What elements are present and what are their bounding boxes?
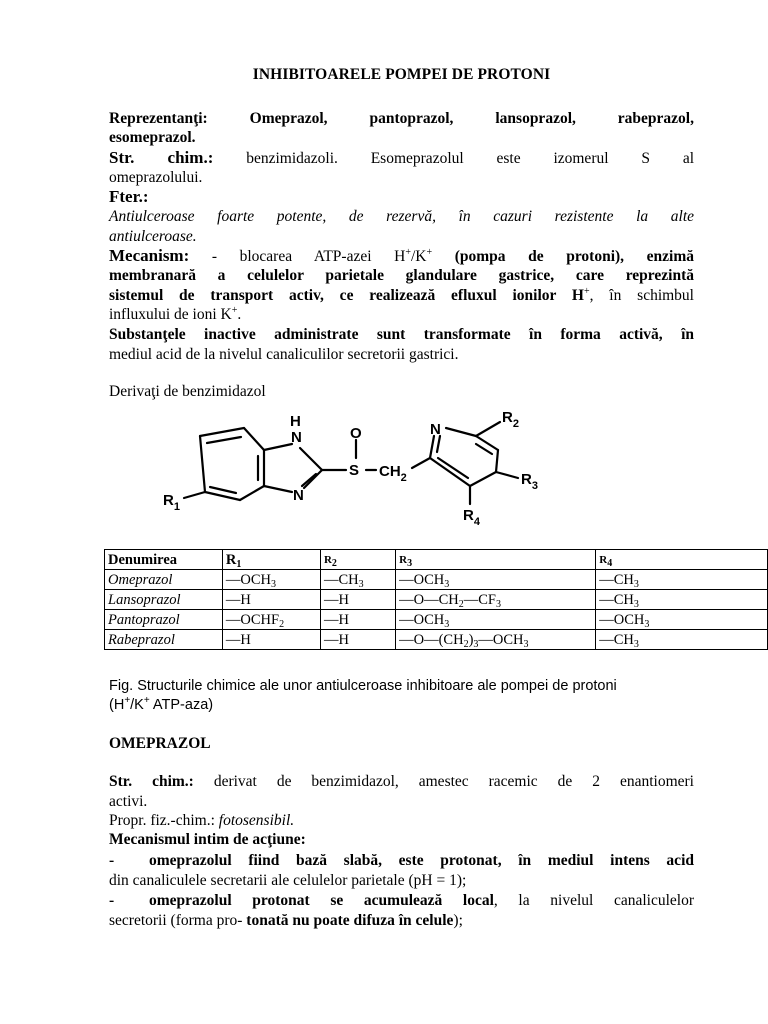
omeprazol-propr-label: Propr. fiz.-chim.: xyxy=(109,812,219,829)
sup-plus-1: + xyxy=(405,247,411,258)
fter-line2 xyxy=(109,227,694,247)
bond xyxy=(476,436,498,450)
header-r3: $R_3$ xyxy=(396,550,596,570)
mecanism-line3 xyxy=(109,286,694,306)
omeprazol-str-text-cont: activi. xyxy=(109,793,148,810)
bullet2-text-cont-c: ); xyxy=(453,912,463,929)
bullet2-text-cont-b: tonată nu poate difuza în celule xyxy=(246,912,454,929)
header-r1: $R_1$ xyxy=(222,550,320,570)
str-chim-line1 xyxy=(109,148,694,169)
table-row xyxy=(105,610,768,630)
substituent-table xyxy=(104,549,768,650)
r2-text: R xyxy=(502,410,513,426)
bond xyxy=(200,436,205,492)
cell-r3: $—O—CH_2—CF_3$ xyxy=(396,590,596,610)
cell-r4: $—CH_3$ xyxy=(596,630,768,650)
cell-r2: —H xyxy=(320,590,395,610)
cell-r1: $—OCH_3$ xyxy=(222,570,320,590)
bullet-dash: - xyxy=(109,852,115,869)
atom-n-bottom: N xyxy=(293,487,304,504)
bullet2-bold: omeprazolul protonat se acumulează local xyxy=(149,892,494,909)
bond xyxy=(200,428,244,436)
omeprazol-mec-label: Mecanismul intim de acţiune: xyxy=(109,831,306,848)
omeprazol-bullet1-line1 xyxy=(109,851,694,871)
bullet2-text: , la nivelul canaliculelor xyxy=(493,892,694,909)
mecanism-line2 xyxy=(109,266,694,286)
double-bond xyxy=(207,437,241,443)
bond xyxy=(430,458,470,486)
r1-text: R xyxy=(163,492,174,509)
bullet-dash: - xyxy=(109,892,115,909)
mecanism-text-2: /K xyxy=(410,248,427,265)
bond xyxy=(446,428,476,436)
cell-name: Omeprazol xyxy=(105,570,223,590)
group-r1 xyxy=(163,492,180,513)
fter-text-a: Antiulceroase foarte potente, de rezervă xyxy=(109,208,433,225)
representanti-label: Reprezentanţi: xyxy=(109,110,208,127)
bond xyxy=(264,486,292,492)
mecanism-text-3: (pompa de protoni), enzimă xyxy=(432,248,694,265)
fter-text-b: , în cazuri rezistente la alte xyxy=(432,208,695,225)
omeprazol-propr-line xyxy=(109,811,694,831)
str-chim-line2 xyxy=(109,168,694,188)
omeprazol-bullet2-line1 xyxy=(109,891,694,911)
table-header-row xyxy=(105,550,768,570)
caption-line2: (H+/K+ ATP-aza) xyxy=(109,695,214,713)
sup-plus-3: + xyxy=(583,286,590,297)
omeprazol-propr-value: fotosensibil. xyxy=(218,812,295,829)
cell-r4: $—CH_3$ xyxy=(596,570,768,590)
cell-r2: —H xyxy=(320,610,395,630)
bond xyxy=(240,486,264,500)
r2-sub: 2 xyxy=(512,418,519,430)
cell-r4: $—OCH_3$ xyxy=(596,610,768,630)
bond xyxy=(264,444,292,450)
representanti-line2 xyxy=(109,128,694,148)
bond xyxy=(304,470,322,488)
group-r4 xyxy=(463,507,481,528)
cell-r3: $—O—(CH_2)_3—OCH_3$ xyxy=(396,630,596,650)
bond xyxy=(184,492,205,498)
atom-h: H xyxy=(290,413,301,430)
fter-heading xyxy=(109,187,694,208)
bond xyxy=(244,428,264,450)
table-row xyxy=(105,570,768,590)
bullet1-text-cont: din canaliculele secretarii ale celulelor parietale (pH = 1); xyxy=(109,872,467,889)
omeprazol-bullet2-line2 xyxy=(109,911,694,931)
caption-line1: Fig. Structurile chimice ale unor antiulceroase inhibitoare ale pompei de protoni xyxy=(109,678,617,694)
cell-name: Rabeprazol xyxy=(105,630,223,650)
substante-line2 xyxy=(109,345,694,365)
figure-caption xyxy=(109,677,694,715)
fter-line1 xyxy=(109,207,694,227)
r4-sub: 4 xyxy=(473,516,480,528)
representanti-list-cont: esomeprazol. xyxy=(109,129,196,146)
bond xyxy=(430,436,434,458)
r1-sub: 1 xyxy=(173,501,180,513)
bond xyxy=(470,472,496,486)
mecanism-label: Mecanism: xyxy=(109,246,190,265)
mecanism-text-line2: membranară a celulelor parietale glandulare gastrice, care reprezintă xyxy=(109,267,694,284)
atom-s: S xyxy=(349,462,360,479)
cell-r2: —H xyxy=(320,630,395,650)
bond xyxy=(476,422,500,436)
sup-plus-4: + xyxy=(231,305,238,316)
substante-text-line1: Substanţele inactive administrate sunt transformate în forma activă, în xyxy=(109,326,694,343)
cell-name: Pantoprazol xyxy=(105,610,223,630)
str-chim-label: Str. chim.: xyxy=(109,148,214,167)
omeprazol-mec-line xyxy=(109,830,694,850)
str-chim-text-cont: omeprazolului. xyxy=(109,169,203,186)
cell-r1: $—OCHF_2$ xyxy=(222,610,320,630)
r3-text: R xyxy=(521,471,532,488)
header-denumirea: Denumirea xyxy=(105,550,223,570)
derivati-heading: Derivaţi de benzimidazol xyxy=(109,383,266,400)
atom-o: O xyxy=(350,425,362,442)
representanti-list: Omeprazol, pantoprazol, lansoprazol, rabeprazol, xyxy=(249,110,694,127)
fter-text-cont: antiulceroase. xyxy=(109,228,197,245)
omeprazol-str-line1 xyxy=(109,772,694,792)
group-r2 xyxy=(502,410,519,430)
cell-r4: $—CH_3$ xyxy=(596,590,768,610)
table-row xyxy=(105,630,768,650)
cell-r2: $—CH_3$ xyxy=(320,570,395,590)
cell-name: Lansoprazol xyxy=(105,590,223,610)
bond xyxy=(300,448,322,470)
mecanism-text-line4a: influxului de ioni K xyxy=(109,306,232,323)
r4-text: R xyxy=(463,507,474,524)
cell-r1: —H xyxy=(222,590,320,610)
mecanism-text-line3b: , în schimbul xyxy=(589,287,694,304)
ch2-sub: 2 xyxy=(400,472,407,484)
atom-n-top: N xyxy=(291,429,302,446)
bullet2-text-cont-a: secretorii (forma pro- xyxy=(109,912,247,929)
mecanism-text-line4b: . xyxy=(237,306,242,323)
omeprazol-heading: OMEPRAZOL xyxy=(109,735,211,752)
cell-r3: $—OCH_3$ xyxy=(396,570,596,590)
cell-r3: $—OCH_3$ xyxy=(396,610,596,630)
group-r3 xyxy=(521,471,538,492)
sup-plus-2: + xyxy=(426,247,433,258)
substante-text-line2: mediul acid de la nivelul canaliculilor secretorii gastrici. xyxy=(109,346,459,363)
fter-label: Fter.: xyxy=(109,187,149,206)
header-r2: $R_2$ xyxy=(320,550,395,570)
header-r4: $R_4$ xyxy=(596,550,768,570)
str-chim-text: benzimidazoli. Esomeprazolul este izomerul S al xyxy=(246,150,695,167)
omeprazol-str-line2 xyxy=(109,792,694,812)
mecanism-text-line3a: sistemul de transport activ, ce realizează efluxul ionilor H xyxy=(109,287,584,304)
cell-r1: —H xyxy=(222,630,320,650)
omeprazol-str-label: Str. chim.: xyxy=(109,773,194,790)
atom-n-pyridine: N xyxy=(430,421,441,438)
substante-line1 xyxy=(109,325,694,345)
representanti-line1 xyxy=(109,109,694,129)
mecanism-text-1: - blocarea ATP-azei H xyxy=(189,248,406,265)
omeprazol-bullet1-line2 xyxy=(109,871,694,891)
double-bond xyxy=(210,487,236,493)
omeprazol-str-text: derivat de benzimidazol, amestec racemic de 2 enantiomeri xyxy=(193,773,694,790)
bullet1-text: omeprazolul fiind bază slabă, este protonat, în mediul intens acid xyxy=(149,852,694,869)
bond xyxy=(496,450,498,472)
double-bond xyxy=(437,436,440,452)
bond xyxy=(412,458,430,468)
r3-sub: 3 xyxy=(531,480,538,492)
group-ch2 xyxy=(379,463,407,484)
ch2-text: CH xyxy=(379,463,401,480)
table-row xyxy=(105,590,768,610)
bond xyxy=(496,472,518,478)
mecanism-line1 xyxy=(109,246,694,267)
benzimidazole-structure xyxy=(160,410,560,532)
mecanism-line4 xyxy=(109,305,694,325)
document-title: INHIBITOARELE POMPEI DE PROTONI xyxy=(252,66,551,83)
